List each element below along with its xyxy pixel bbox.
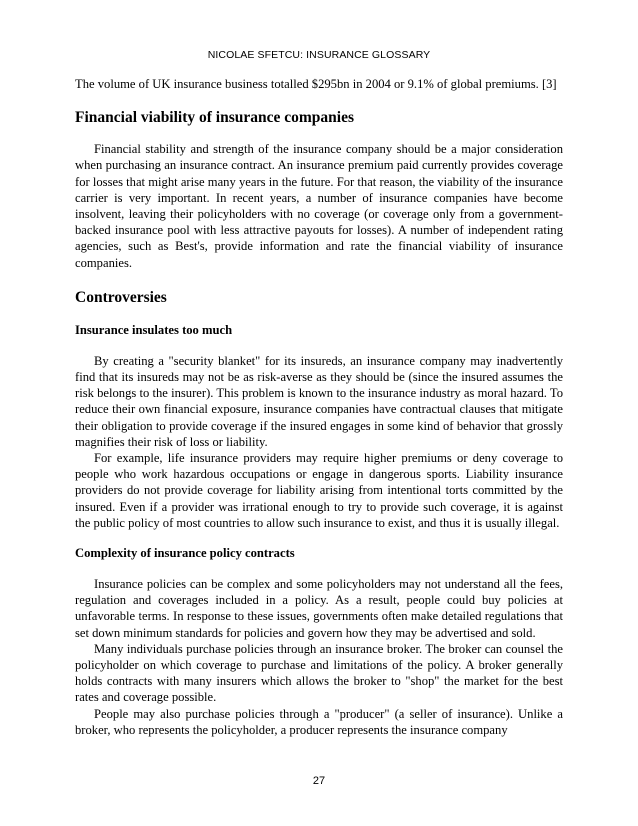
running-header: NICOLAE SFETCU: INSURANCE GLOSSARY [207,49,431,61]
page-content [75,76,563,738]
document-page [75,0,563,826]
complexity-paragraph-1: Insurance policies can be complex and some policyholders may not understand all the fees, regulation and coverages included in a policy. As a result, people could buy policies at unfavorable terms. In response to these issues, governments often make detailed regulations that set down minimum standards for policies and govern how they may be advertised and sold. [75,577,563,640]
insulates-paragraph-2: For example, life insurance providers may require higher premiums or deny coverage to people who work hazardous occupations or engage in dangerous sports. Liability insurance providers do not provide coverage for liability arising from intentional torts committed by the insured. Even if a provider was irrational enough to try to provide such coverage, it is against the public policy of most countries to allow such insurance to exist, and thus it is usually illegal. [75,451,563,530]
section-heading-financial-viability: Financial viability of insurance companies [75,109,355,127]
section-heading-controversies: Controversies [75,288,167,306]
complexity-paragraph-2: Many individuals purchase policies through an insurance broker. The broker can counsel the policyholder on which coverage to purchase and limitations of the policy. A broker generally holds contracts with many insurers which allows the broker to "shop" the market for the best rates and coverage possible. [75,641,563,705]
page-number: 27 [312,775,326,787]
intro-paragraph: The volume of UK insurance business totalled $295bn in 2004 or 9.1% of global premiums. [3] [75,77,557,91]
complexity-paragraph-3: People may also purchase policies through a "producer" (a seller of insurance). Unlike a broker, who represents the policyholder, a producer represents the insurance company [75,706,563,737]
subsection-heading-complexity: Complexity of insurance policy contracts [75,546,295,561]
subsection-heading-insulates: Insurance insulates too much [75,322,233,337]
insulates-paragraph-1: By creating a "security blanket" for its insureds, an insurance company may inadvertently find that its insureds may not be as risk-averse as they should be (since the insured assumes the risk belongs to the insurer). This problem is known to the insurance industry as moral hazard. To reduce their own financial exposure, insurance companies have contractual clauses that mitigate their obligation to provide coverage if the insured engages in some kind of behavior that grossly magnifies their risk of loss or liability. [75,353,563,449]
financial-viability-paragraph: Financial stability and strength of the insurance company should be a major consideration when purchasing an insurance contract. An insurance premium paid currently provides coverage for losses that might arise many years in the future. For that reason, the viability of the insurance carrier is very important. In recent years, a number of insurance companies have become insolvent, leaving their policyholders with no coverage (or coverage only from a government-backed insurance pool with less attractive payouts for losses). A number of independent rating agencies, such as Best's, provide information and rate the financial viability of insurance companies. [75,142,563,270]
